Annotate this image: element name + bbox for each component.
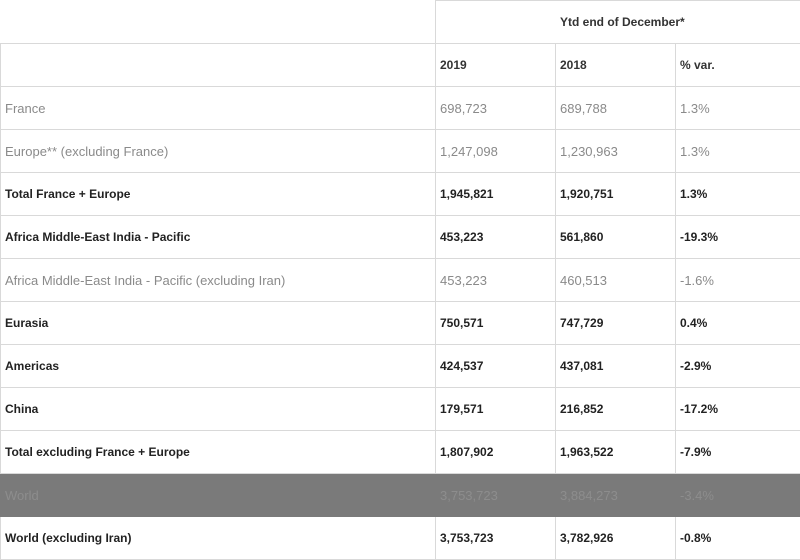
- value-2019: 424,537: [436, 345, 556, 388]
- row-label: China: [1, 388, 436, 431]
- value-2018: 460,513: [556, 259, 676, 302]
- table-header-columns-row: [1, 44, 800, 87]
- value-2019: 453,223: [436, 259, 556, 302]
- column-header-2018: 2018: [556, 44, 676, 87]
- value-2018: 561,860: [556, 216, 676, 259]
- table-row: [1, 130, 800, 173]
- value-2019: 3,753,723: [436, 474, 556, 517]
- value-variation: -17.2%: [676, 388, 800, 431]
- table-row: [1, 87, 800, 130]
- value-2019: 3,753,723: [436, 517, 556, 560]
- row-label: Total excluding France + Europe: [1, 431, 436, 474]
- value-2018: 3,884,273: [556, 474, 676, 517]
- column-header-2019: 2019: [436, 44, 556, 87]
- value-2019: 1,945,821: [436, 173, 556, 216]
- column-header-variation: % var.: [676, 44, 800, 87]
- row-label: World (excluding Iran): [1, 517, 436, 560]
- empty-header-cell: [1, 44, 436, 87]
- row-label: Eurasia: [1, 302, 436, 345]
- value-variation: -1.6%: [676, 259, 800, 302]
- value-2018: 1,920,751: [556, 173, 676, 216]
- table-row: [1, 216, 800, 259]
- value-2019: 453,223: [436, 216, 556, 259]
- period-header: Ytd end of December*: [436, 1, 800, 44]
- value-variation: 1.3%: [676, 130, 800, 173]
- value-variation: 0.4%: [676, 302, 800, 345]
- row-label: Americas: [1, 345, 436, 388]
- row-label: France: [1, 87, 436, 130]
- table-row: [1, 173, 800, 216]
- value-2018: 216,852: [556, 388, 676, 431]
- row-label: Total France + Europe: [1, 173, 436, 216]
- row-label: Europe** (excluding France): [1, 130, 436, 173]
- table-row: [1, 388, 800, 431]
- value-variation: -2.9%: [676, 345, 800, 388]
- table-row-highlighted: [1, 474, 800, 517]
- value-variation: 1.3%: [676, 173, 800, 216]
- row-label: World: [1, 474, 436, 517]
- value-2019: 1,247,098: [436, 130, 556, 173]
- value-2018: 1,230,963: [556, 130, 676, 173]
- value-variation: 1.3%: [676, 87, 800, 130]
- empty-header-cell: [1, 1, 436, 44]
- value-2019: 698,723: [436, 87, 556, 130]
- value-variation: -7.9%: [676, 431, 800, 474]
- table-row: [1, 259, 800, 302]
- table-row: [1, 345, 800, 388]
- value-2019: 179,571: [436, 388, 556, 431]
- value-2018: 1,963,522: [556, 431, 676, 474]
- value-variation: -19.3%: [676, 216, 800, 259]
- table-row: [1, 517, 800, 560]
- table-row: [1, 431, 800, 474]
- value-variation: -0.8%: [676, 517, 800, 560]
- value-2018: 3,782,926: [556, 517, 676, 560]
- table-header-group-row: [1, 1, 800, 44]
- row-label: Africa Middle-East India - Pacific: [1, 216, 436, 259]
- value-2018: 747,729: [556, 302, 676, 345]
- table-row: [1, 302, 800, 345]
- value-2019: 750,571: [436, 302, 556, 345]
- value-2018: 437,081: [556, 345, 676, 388]
- value-2019: 1,807,902: [436, 431, 556, 474]
- value-2018: 689,788: [556, 87, 676, 130]
- value-variation: -3.4%: [676, 474, 800, 517]
- row-label: Africa Middle-East India - Pacific (excluding Iran): [1, 259, 436, 302]
